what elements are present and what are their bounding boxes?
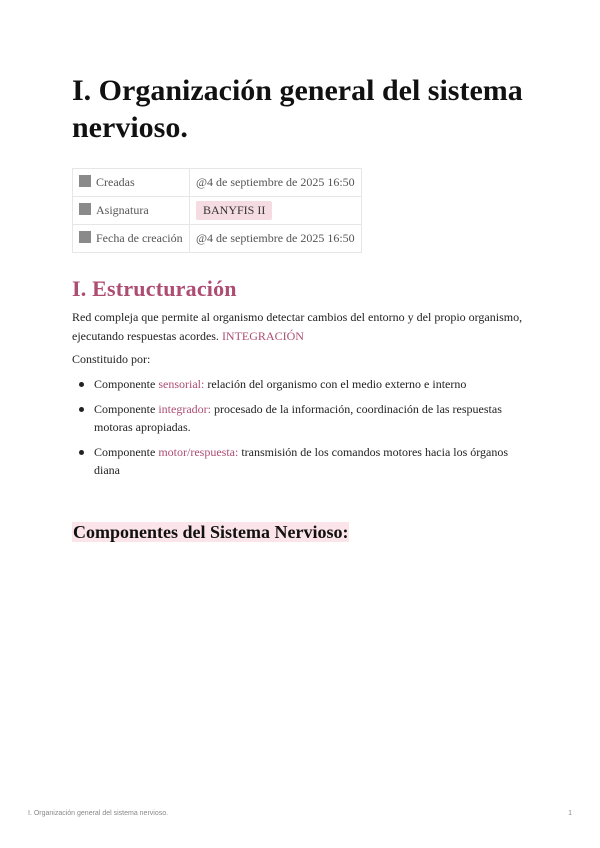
property-key bbox=[73, 225, 190, 253]
property-key-label: Asignatura bbox=[96, 203, 149, 217]
intro-paragraph bbox=[72, 308, 532, 346]
list-item-prefix: Componente bbox=[94, 445, 159, 459]
section-heading-componentes bbox=[72, 522, 349, 543]
components-list bbox=[72, 375, 522, 486]
footer-title: I. Organización general del sistema nervioso. bbox=[28, 810, 169, 817]
list-item-prefix: Componente bbox=[94, 377, 159, 391]
property-row-asignatura bbox=[73, 197, 362, 225]
property-value[interactable]: @4 de septiembre de 2025 16:50 bbox=[190, 169, 362, 197]
list-item-highlight: motor/respuesta: bbox=[158, 445, 239, 459]
properties-table bbox=[72, 168, 362, 253]
constituted-by-text: Constituido por: bbox=[72, 352, 151, 366]
property-value[interactable]: @4 de septiembre de 2025 16:50 bbox=[190, 225, 362, 253]
property-row-fecha-creacion bbox=[73, 225, 362, 253]
bullet-icon bbox=[79, 450, 84, 455]
page-number: 1 bbox=[568, 810, 572, 817]
list-item bbox=[72, 375, 522, 393]
highlighted-heading: Componentes del Sistema Nervioso: bbox=[73, 522, 349, 542]
list-item-highlight: sensorial: bbox=[158, 377, 205, 391]
property-key bbox=[73, 197, 190, 225]
list-item-text: transmisión de los comandos motores hacia los órganos diana bbox=[94, 445, 509, 477]
list-item-text: procesado de la información, coordinación de las respuestas motoras apropiadas. bbox=[94, 402, 502, 434]
section-heading-estructuracion: I. Estructuración bbox=[72, 276, 237, 301]
page-title: I. Organización general del sistema nervioso. bbox=[72, 74, 523, 144]
property-key-label: Fecha de creación bbox=[96, 231, 183, 245]
property-square-icon bbox=[79, 231, 91, 243]
property-square-icon bbox=[79, 203, 91, 215]
list-item bbox=[72, 400, 522, 436]
bullet-icon bbox=[79, 382, 84, 387]
list-item-text: relación del organismo con el medio externo e interno bbox=[204, 377, 467, 391]
property-key-label: Creadas bbox=[96, 175, 135, 189]
list-item-prefix: Componente bbox=[94, 402, 159, 416]
property-row-creadas bbox=[73, 169, 362, 197]
intro-text: Red compleja que permite al organismo detectar cambios del entorno y del propio organismo, ejecutando respuestas acordes. bbox=[72, 310, 523, 343]
property-key bbox=[73, 169, 190, 197]
property-value bbox=[190, 197, 362, 225]
property-square-icon bbox=[79, 175, 91, 187]
list-item bbox=[72, 443, 522, 479]
bullet-icon bbox=[79, 407, 84, 412]
intro-highlight: INTEGRACIÓN bbox=[221, 329, 304, 343]
subject-tag[interactable]: BANYFIS II bbox=[196, 201, 272, 220]
list-item-highlight: integrador: bbox=[158, 402, 211, 416]
